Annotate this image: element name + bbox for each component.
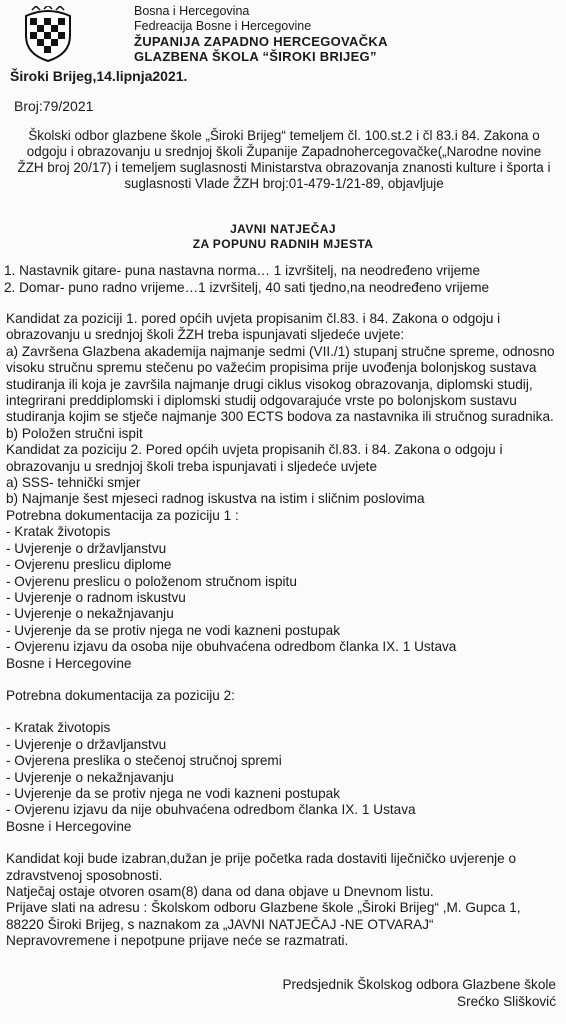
docs1-item: - Uvjerenje o državljanstvu — [6, 540, 167, 556]
docs1-item: Bosne i Hercegovine — [6, 655, 132, 671]
req1-intro: Kandidat za poziciji 1. pored općih uvjeta propisanim čl.83. i 84. Zakona o odgoju i obrazovanju u srednjoj školi ŽZH treba ispunjavati sljedeće uvjete: — [6, 311, 501, 343]
intro-paragraph: Školski odbor glazbene škole „Široki Brijeg“ temeljem čl. 100.st.2 i čl 83.i 84. Zakona o odgoju i obrazovanju u srednjoj školi Županije Zapadnohercegovačke(„Narodne novine ŽZH broj 20/17) i temeljem suglasnosti Ministarstva obrazovanja znanosti kulture i športa i suglasnosti Vlade ŽZH broj:01-479-1/21-89, objavljuje — [17, 128, 551, 191]
docs2-item: Bosne i Hercegovine — [6, 818, 132, 834]
req1-a: a) Završena Glazbena akademija najmanje sedmi (VII./1) stupanj stručne spreme, odnosno visoku stručnu spremu stečenu po važećim propisima prije uvođenja bolonjskog sustava studiranja ili koja je završila najmanje drugi ciklus visokog obrazovanja, diplomski studij, integrirani preddiplomski i diplomski studij odgovarajuće vrste po bolonjskom sustavu studiranja kojim se stječe najmanje 300 ECTS bodova za nastavnika ili stručnog suradnika. — [6, 343, 555, 425]
notice-title — [0, 222, 566, 252]
docs1-title: Potrebna dokumentacija za poziciju 1 : — [6, 507, 239, 523]
spacer — [6, 835, 558, 851]
header-federation: Fedreacija Bosne i Hercegovine — [134, 19, 312, 33]
signature-block — [282, 976, 556, 1010]
docs2-item: - Uvjerenje da se protiv njega ne vodi kazneni postupak — [6, 785, 341, 801]
docs1-item: - Uvjerenje o radnom iskustvu — [6, 589, 186, 605]
docs1-item: - Uvjerenje da se protiv njega ne vodi kazneni postupak — [6, 622, 341, 638]
document-number: Broj:79/2021 — [14, 98, 94, 114]
header-country: Bosna i Hercegovina — [134, 4, 250, 18]
docs2-item: - Ovjerenu izjavu da nije obuhvaćena odredbom članka IX. 1 Ustava — [6, 802, 416, 818]
docs1-item: - Uvjerenje o nekažnjavanju — [6, 606, 174, 622]
req2-intro: Kandidat za poziciju 2. Pored općih uvjeta propisanih čl.83. i 84. Zakona o odgoju i obrazovanju u srednjoj školi treba ispunjavati i sljedeće uvjete — [6, 442, 503, 474]
title-line-1: JAVNI NATJEČAJ — [230, 222, 336, 236]
letterhead — [134, 4, 544, 64]
title-line-2: ZA POPUNU RADNIH MJESTA — [192, 237, 374, 251]
docs2-item: - Uvjerenje o državljanstvu — [6, 736, 167, 752]
coat-of-arms-icon — [22, 6, 74, 62]
docs2-item: - Uvjerenje o nekažnjavanju — [6, 769, 174, 785]
spacer — [6, 704, 558, 720]
docs1-item: - Ovjerenu izjavu da osoba nije obuhvaćena odredbom članka IX. 1 Ustava — [6, 639, 457, 655]
position-item-2: 2. Domar- puno radno vrijeme…1 izvršitelj, 40 sati tjedno,na neodređeno vrijeme — [4, 280, 490, 295]
header-county: ŽUPANIJA ZAPADNO HERCEGOVAČKA — [134, 34, 388, 49]
docs2-item: - Ovjerena preslika o stečenoj stručnoj spremi — [6, 753, 282, 769]
docs2-title: Potrebna dokumentacija za poziciju 2: — [6, 687, 235, 703]
req2-b: b) Najmanje šest mjeseci radnog iskustva na istim i sličnim poslovima — [6, 491, 425, 507]
position-item-1: 1. Nastavnik gitare- puna nastavna norma… 1 izvršitelj, na neodređeno vrijeme — [4, 263, 481, 278]
signature-name: Srećko Slišković — [457, 994, 556, 1009]
closing-open-period: Natječaj ostaje otvoren osam(8) dana od dana objave u Dnevnom listu. — [6, 884, 434, 899]
req1-b: b) Položen stručni ispit — [6, 425, 143, 441]
req2-a: a) SSS- tehnički smjer — [6, 475, 141, 491]
docs1-item: - Kratak životopis — [6, 524, 111, 540]
closing-note: Nepravovremene i nepotpune prijave neće se razmatrati. — [6, 933, 349, 949]
spacer — [6, 672, 558, 688]
notice-body — [6, 311, 558, 950]
signature-role: Predsjednik Školskog odbora Glazbene škole — [282, 977, 556, 992]
header-school: GLAZBENA ŠKOLA “ŠIROKI BRIJEG” — [134, 49, 377, 64]
closing-medical: Kandidat koji bude izabran,dužan je prije početka rada dostaviti liječničko uvjerenje o zdravstvenoj sposobnosti. — [6, 851, 517, 883]
closing-address: Prijave slati na adresu : Školskom odboru Glazbene škole „Široki Brijeg“ ,M. Gupca 1, 88220 Široki Brijeg, s naznakom za „JAVNI NATJEČAJ -NE OTVARAJ“ — [6, 900, 521, 932]
docs1-item: - Ovjerenu preslicu o položenom stručnom ispitu — [6, 573, 297, 589]
positions-list — [4, 262, 560, 296]
docs2-item: - Kratak životopis — [6, 720, 111, 736]
place-date: Široki Brijeg,14.lipnja2021. — [10, 68, 188, 84]
docs1-item: - Ovjerenu preslicu diplome — [6, 557, 172, 573]
